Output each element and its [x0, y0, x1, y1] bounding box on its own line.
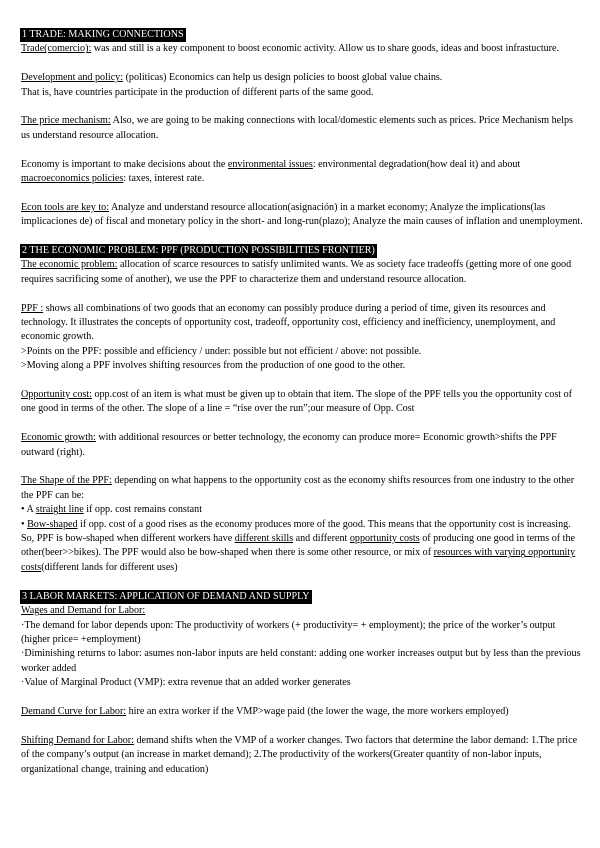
price-paragraph: The price mechanism: Also, we are going to be making connections with local/domestic elements such as prices. Price Mechanism helps us understand resource allocation.: [21, 115, 573, 141]
shifting-demand-term: Shifting Demand for Labor:: [21, 734, 134, 746]
shape-term: The Shape of the PPF:: [21, 475, 112, 487]
ppf-term: PPF :: [21, 302, 44, 314]
opportunity-cost-paragraph: Opportunity cost: opp.cost of an item is what must be given up to obtain that item. The slope of the PPF tells you the opportunity cost of one good in terms of the other. The slope of a line = “rise over the run”;our measure of Opp. Cost: [21, 389, 572, 415]
shape-paragraph: The Shape of the PPF: depending on what happens to the opportunity cost as the economy shifts resources from one industry to the other the PPF can be: • A straight line if opp. cost remains constant • Bow-shaped if opp. cost of a good rises as the economy produces more of the good. This means that the opportunity cost is increasing. So, PPF is bow-shaped when different workers have different skills and different opportunity costs of producing one good in terms of the other(beer>>bikes). The PPF would also be bow-shaped when there is some other resource, or mix of resources with varying opportunity costs(different lands for different uses): [21, 475, 576, 573]
problem-term: The economic problem:: [21, 259, 118, 271]
price-term: The price mechanism:: [21, 115, 111, 127]
demand-curve-paragraph: Demand Curve for Labor: hire an extra worker if the VMP>wage paid (the lower the wage, the more workers employed): [21, 705, 509, 717]
trade-paragraph: Trade(comercio): was and still is a key component to boost economic activity. Allow us to share goods, ideas and boost infrastucture.: [21, 43, 560, 55]
section-2-heading: 2 THE ECONOMIC PROBLEM: PPF (PRODUCTION POSSIBILITIES FRONTIER): [20, 244, 377, 258]
document-page: [21, 28, 583, 777]
shifting-demand-paragraph: Shifting Demand for Labor: demand shifts when the VMP of a worker changes. Two factors that determine the labor demand: 1.The price of the company’s output (an increase in market demand); 2.The productivity of the workers(Greater quantity of non-labor inputs, organizational change, training and education): [21, 734, 578, 775]
growth-paragraph: Economic growth: with additional resources or better technology, the economy can produce more= Economic growth>shifts the PPF outward (right).: [21, 432, 557, 458]
opportunity-cost-term: Opportunity cost:: [21, 389, 92, 401]
economy-paragraph: Economy is important to make decisions about the environmental issues: environmental degradation(how deal it) and about macroeconomics policies: taxes, interest rate.: [21, 158, 521, 185]
ppf-paragraph: PPF : shows all combinations of two goods that an economy can possibly produce during a period of time, given its resources and technology. It illustrates the concepts of opportunity cost, tradeoff, opportunity cost, efficiency and inefficiency, unemployment, and economic growth. >Points on the PPF: possible and efficiency / under: possible but not efficient / above: not possible. >Moving along a PPF involves shifting resources from the production of one good to the other.: [21, 302, 556, 372]
growth-term: Economic growth:: [21, 432, 96, 444]
wages-item-3: ·Value of Marginal Product (VMP): extra revenue that an added worker generates: [21, 677, 351, 689]
wages-item-1: ·The demand for labor depends upon: The productivity of workers (+ productivity= + employment); the price of the worker’s output (higher price= +employment): [21, 619, 556, 645]
demand-curve-term: Demand Curve for Labor:: [21, 705, 127, 717]
problem-paragraph: The economic problem: allocation of scarce resources to satisfy unlimited wants. We as society face tradeoffs (getting more of one good requires sacrificing some of another), we use the PPF to characterize them and understand resource allocation.: [21, 259, 572, 285]
trade-term: Trade(comercio):: [21, 43, 92, 55]
tools-paragraph: Econ tools are key to: Analyze and understand resource allocation(asignación) in a market economy; Analyze the implications(las implicaciones de) of fiscal and monetary policy in the short- and long-run(plazo); Analyze the main causes of inflation and unemployment.: [21, 201, 583, 228]
policy-paragraph: Development and policy: (políticas) Economics can help us design policies to boost global value chains. That is, have countries participate in the production of different parts of the same good.: [21, 72, 443, 98]
tools-term: Econ tools are key to:: [21, 201, 110, 213]
policy-term: Development and policy:: [21, 72, 124, 84]
section-1-heading: 1 TRADE: MAKING CONNECTIONS: [20, 28, 186, 42]
wages-title: Wages and Demand for Labor:: [21, 605, 146, 617]
wages-item-2: ·Diminishing returns to labor: asumes non-labor inputs are held constant: adding one worker increases output but by less than the previous worker added: [21, 648, 581, 674]
section-3-heading: 3 LABOR MARKETS: APPLICATION OF DEMAND AND SUPPLY: [20, 590, 312, 604]
